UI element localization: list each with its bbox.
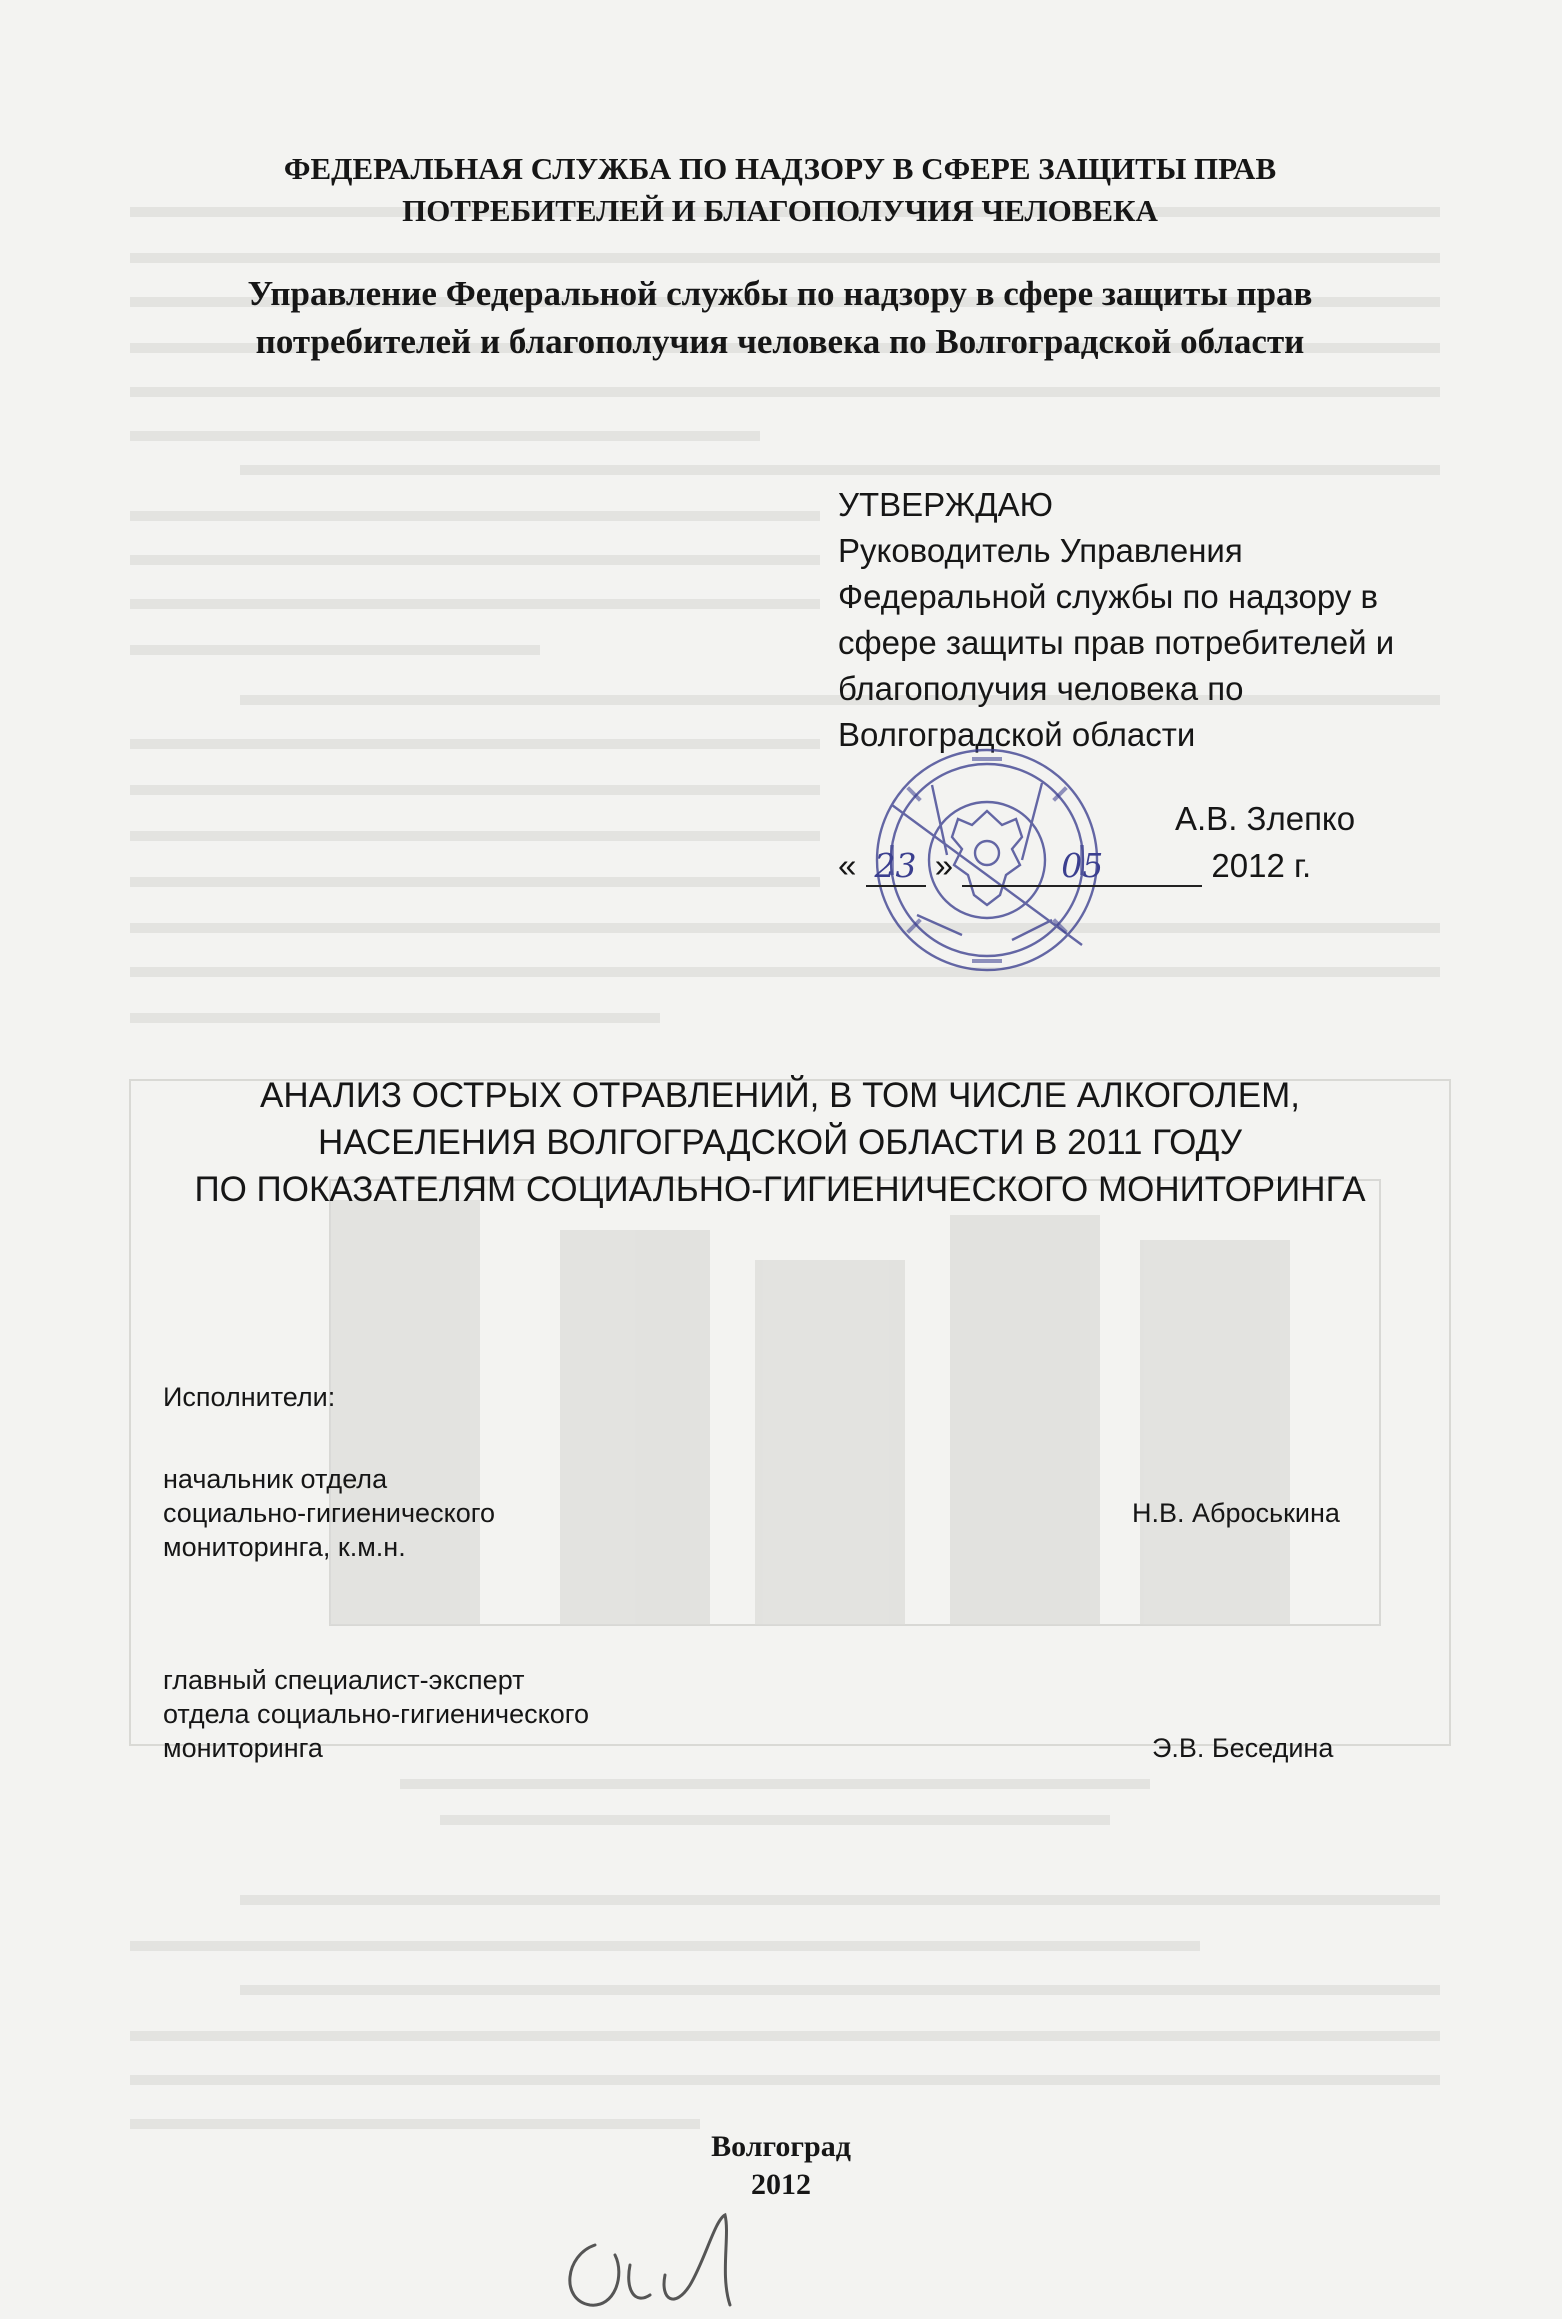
place-and-year <box>0 2128 1562 2204</box>
performer-1-position-line3: мониторинга, к.м.н. <box>163 1532 406 1562</box>
office-name-line1: Управление Федеральной службы по надзору в сфере защиты прав <box>247 274 1313 313</box>
date-month: 05 <box>962 846 1202 887</box>
approval-date <box>838 846 1311 887</box>
approval-line: Руководитель Управления <box>838 532 1243 569</box>
title-line1: АНАЛИЗ ОСТРЫХ ОТРАВЛЕНИЙ, В ТОМ ЧИСЛЕ АЛКОГОЛЕМ, <box>259 1076 1301 1115</box>
signatory-name: А.В. Злепко <box>1175 800 1356 837</box>
performer-2-name: Э.В. Беседина <box>1152 1733 1334 1763</box>
performer-1-position <box>163 1462 495 1564</box>
document-title <box>150 1072 1410 1213</box>
title-line2: НАСЕЛЕНИЯ ВОЛГОГРАДСКОЙ ОБЛАСТИ В 2011 ГОДУ <box>318 1123 1242 1162</box>
approval-line: Федеральной службы по надзору в <box>838 578 1379 615</box>
publication-year: 2012 <box>751 2168 811 2201</box>
performer-1-position-line2: социально-гигиенического <box>163 1498 495 1528</box>
approval-line: сфере защиты прав потребителей и <box>838 624 1395 661</box>
approval-line: Волгоградской области <box>838 716 1196 753</box>
regional-office-name <box>150 270 1410 366</box>
performer-1-position-line1: начальник отдела <box>163 1464 388 1494</box>
performers-heading: Исполнители: <box>163 1382 336 1412</box>
agency-name-line2: ПОТРЕБИТЕЛЕЙ И БЛАГОПОЛУЧИЯ ЧЕЛОВЕКА <box>402 193 1158 228</box>
performer-2-position-line3: мониторинга <box>163 1733 323 1763</box>
date-year: 2012 г. <box>1211 847 1312 884</box>
approval-line: благополучия человека по <box>838 670 1244 707</box>
performer-1-name: Н.В. Аброськина <box>1132 1498 1340 1528</box>
approval-block <box>838 482 1438 758</box>
date-open-quote: « <box>838 847 857 884</box>
office-name-line2: потребителей и благополучия человека по Волгоградской области <box>255 322 1305 361</box>
title-line3: ПО ПОКАЗАТЕЛЯМ СОЦИАЛЬНО-ГИГИЕНИЧЕСКОГО МОНИТОРИНГА <box>194 1170 1366 1209</box>
date-close-quote: » <box>934 847 954 884</box>
performer-2-position <box>163 1663 589 1765</box>
date-day: 23 <box>866 846 926 887</box>
performer-2-position-line1: главный специалист-эксперт <box>163 1665 525 1695</box>
agency-name <box>150 148 1410 232</box>
handwritten-signature <box>555 2205 815 2319</box>
city-name: Волгоград <box>711 2130 851 2163</box>
performer-2-position-line2: отдела социально-гигиенического <box>163 1699 590 1729</box>
approval-heading: УТВЕРЖДАЮ <box>838 486 1053 523</box>
agency-name-line1: ФЕДЕРАЛЬНАЯ СЛУЖБА ПО НАДЗОРУ В СФЕРЕ ЗАЩИТЫ ПРАВ <box>283 151 1277 186</box>
